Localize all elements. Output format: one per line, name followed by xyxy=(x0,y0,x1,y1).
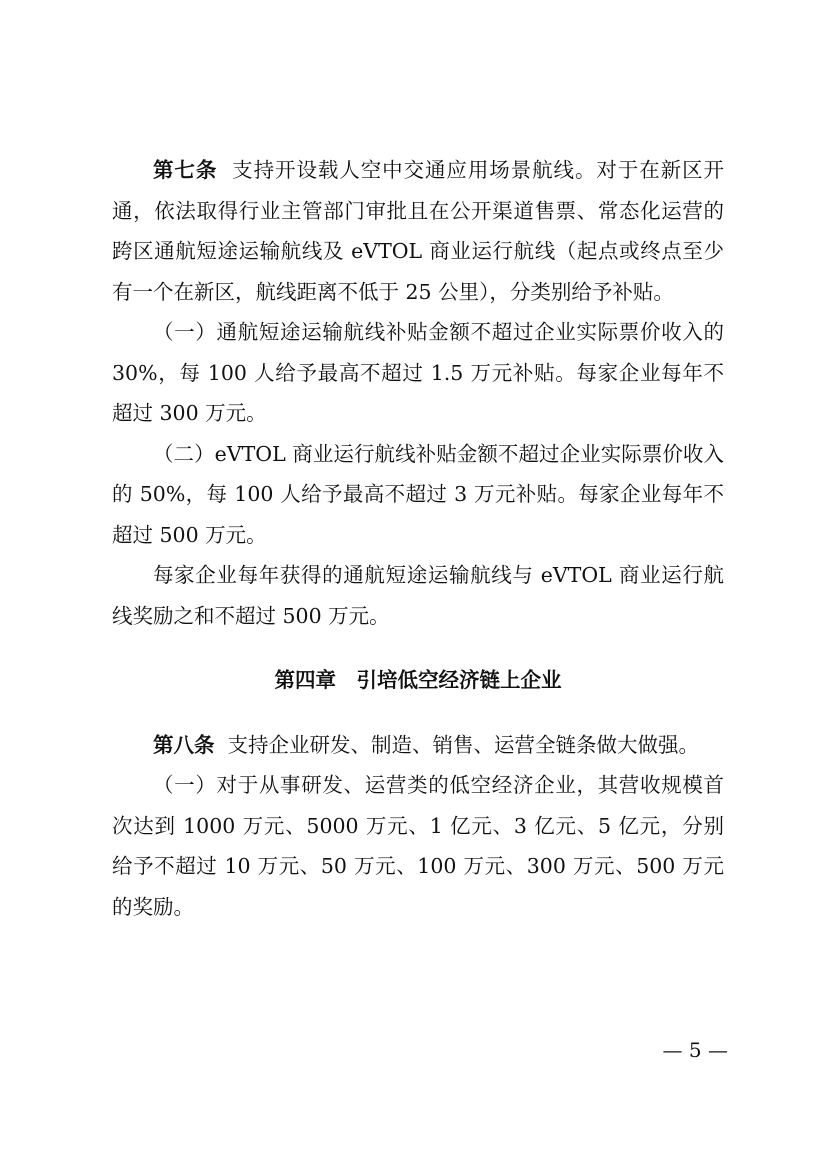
article-7-body: 支持开设载人空中交通应用场景航线。对于在新区开通，依法取得行业主管部门审批且在公开渠道售票、常态化运营的跨区通航短途运输航线及 eVTOL 商业运行航线（起点或终点至少有一个在新区，航线距离不低于 25 公里），分类别给予补贴。 xyxy=(112,158,725,304)
article-7-title: 第七条 xyxy=(153,158,218,182)
article-8-title: 第八条 xyxy=(153,732,215,757)
page-number: — 5 — xyxy=(662,1038,728,1062)
article-7-item-1: （一）通航短途运输航线补贴金额不超过企业实际票价收入的 30%，每 100 人给予最高不超过 1.5 万元补贴。每家企业每年不超过 300 万元。 xyxy=(112,320,724,425)
article-7-item-2: （二）eVTOL 商业运行航线补贴金额不超过企业实际票价收入的 50%，每 100 人给予最高不超过 3 万元补贴。每家企业每年不超过 500 万元。 xyxy=(112,441,724,547)
chapter-4-heading: 第四章 引培低空经济链上企业 xyxy=(274,668,562,692)
article-8-paragraph xyxy=(112,725,724,766)
article-7-closing: 每家企业每年获得的通航短途运输航线与 eVTOL 商业运行航线奖励之和不超过 500 万元。 xyxy=(112,563,724,628)
article-7-paragraph xyxy=(112,150,724,312)
article-8-body: 支持企业研发、制造、销售、运营全链条做大做强。 xyxy=(227,732,700,757)
document-content xyxy=(112,150,724,927)
article-8-item-1: （一）对于从事研发、运营类的低空经济企业，其营收规模首次达到 1000 万元、5000 万元、1 亿元、3 亿元、5 亿元，分别给予不超过 10 万元、50 万元、100 万元、300 万元、500 万元的奖励。 xyxy=(112,773,724,919)
